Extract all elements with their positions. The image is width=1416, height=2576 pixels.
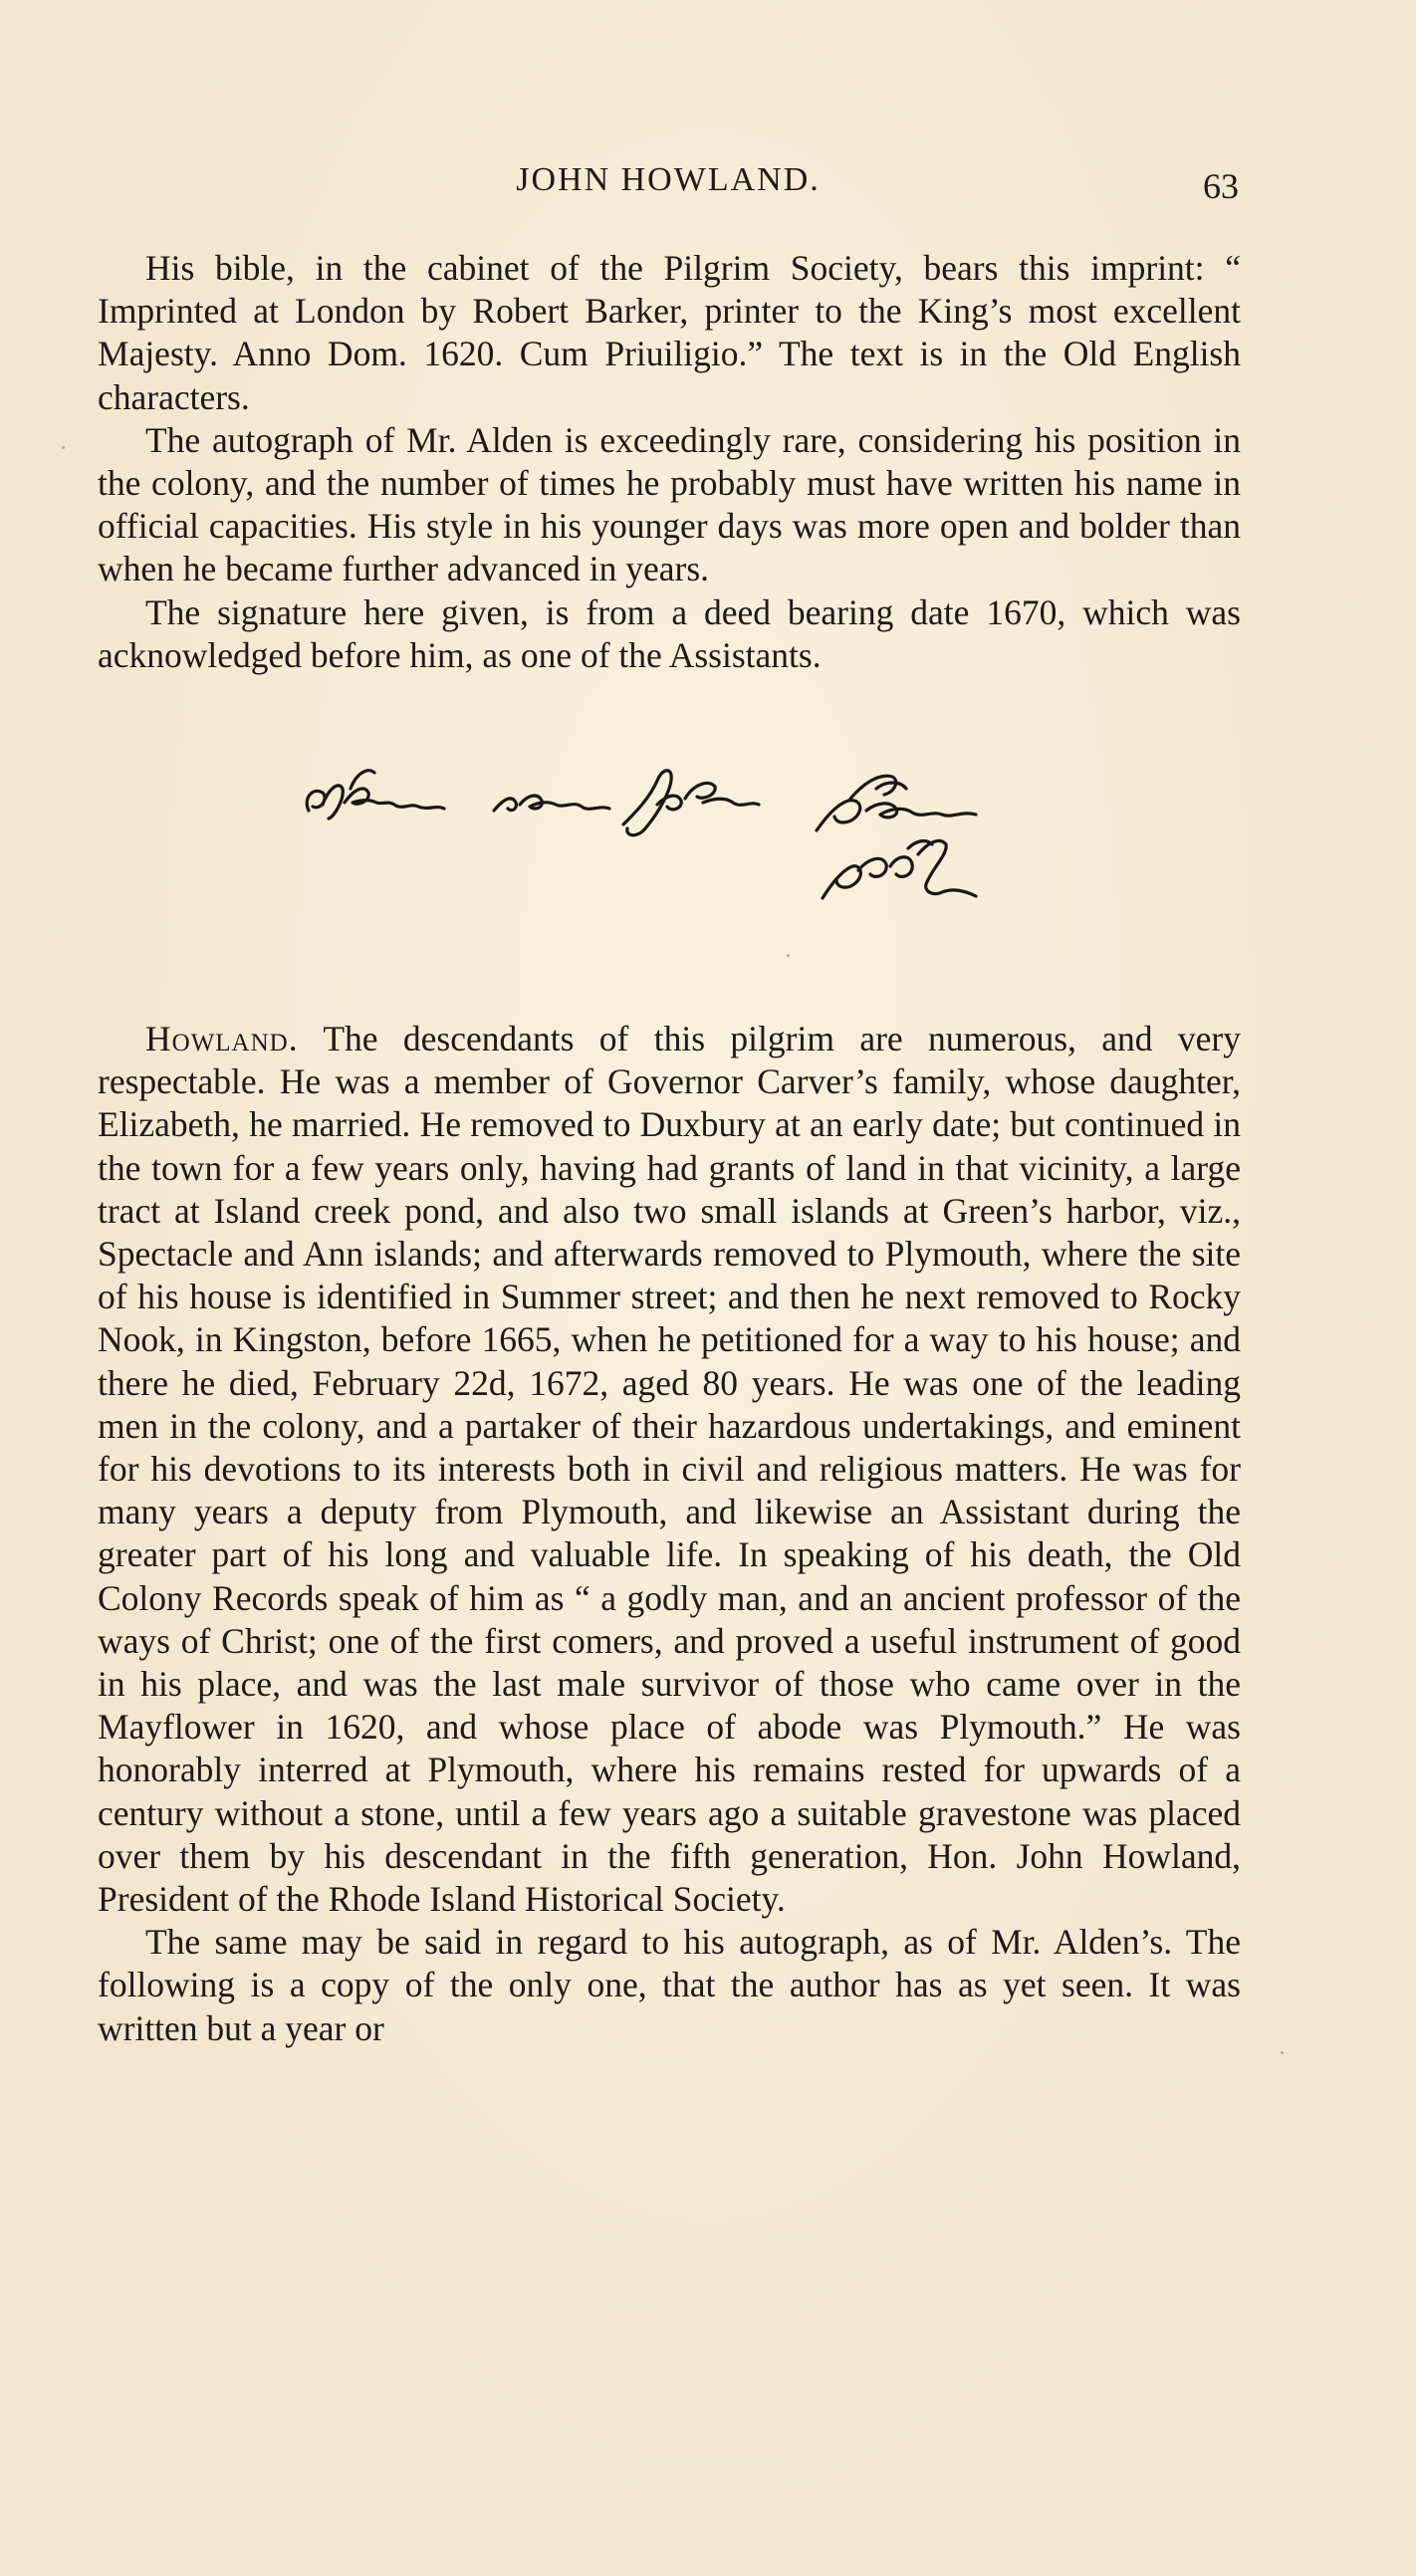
howland-lead-word: Howland. bbox=[145, 1019, 299, 1058]
signature-drawing bbox=[299, 759, 1075, 938]
paper-speck bbox=[1281, 2051, 1284, 2054]
page-number: 63 bbox=[1203, 166, 1239, 206]
howland-section bbox=[98, 1018, 1241, 2050]
running-head bbox=[98, 157, 1239, 209]
howland-paragraph bbox=[98, 1018, 1241, 1921]
signature-source-paragraph: The signature here given, is from a deed bearing date 1670, which was acknowledged before him, as one of the Assistants. bbox=[98, 591, 1241, 675]
howland-paragraph-text: The descendants of this pilgrim are numerous, and very respectable. He was a member of Governor Carver’s family, whose daughter, Elizabeth, he married. He removed to Duxbury at an early date; but continued in the town for a few years only, having had grants of land in that vicinity, a large tract at Island creek pond, and also two small islands at Green’s harbor, viz., Spectacle and Ann islands; and afterwards removed to Plymouth, where the site of his house is identified in Summer street; and then he next removed to Rocky Nook, in Kingston, before 1665, when he petitioned for a way to his house; and there he died, February 22d, 1672, aged 80 years. He was one of the leading men in the colony, and a partaker of their hazardous undertakings, and eminent for his devotions to its interests both in civil and religious matters. He was for many years a deputy from Plymouth, and likewise an Assistant during the greater part of his long and valuable life. In speaking of his death, the Old Colony Records speak of him as “ a godly man, and an ancient professor of the ways of Christ; one of the first comers, and proved a useful instrument of good in his place, and was the last male survivor of those who came over in the Mayflower in 1620, and whose place of abode was Plymouth.” He was honorably interred at Plymouth, where his remains rested for upwards of a century without a stone, until a few years ago a suitable gravestone was placed over them by his descendant in the fifth generation, Hon. John Howland, President of the Rhode Island Historical Society. bbox=[98, 1019, 1241, 1920]
paper-speck bbox=[787, 954, 790, 957]
autograph-paragraph: The autograph of Mr. Alden is exceedingly rare, considering his position in the colony, and the number of times he probably must have written his name in official capacities. His style in his younger days was more open and bolder than when he became further advanced in years. bbox=[98, 419, 1241, 589]
paper-speck bbox=[62, 446, 65, 449]
alden-section bbox=[98, 247, 1241, 677]
howland-autograph-paragraph: The same may be said in regard to his autograph, as of Mr. Alden’s. The following is a copy of the only one, that the author has as yet seen. It was written but a year or bbox=[98, 1922, 1241, 2048]
john-alden-signature bbox=[299, 759, 1075, 938]
bible-paragraph: His bible, in the cabinet of the Pilgrim Society, bears this imprint: “ Imprinted at London by Robert Barker, printer to the King’s most excellent Majesty. Anno Dom. 1620. Cum Priuiligio.” The text is in the Old English characters. bbox=[98, 248, 1241, 417]
running-title: JOHN HOWLAND. bbox=[516, 161, 821, 198]
